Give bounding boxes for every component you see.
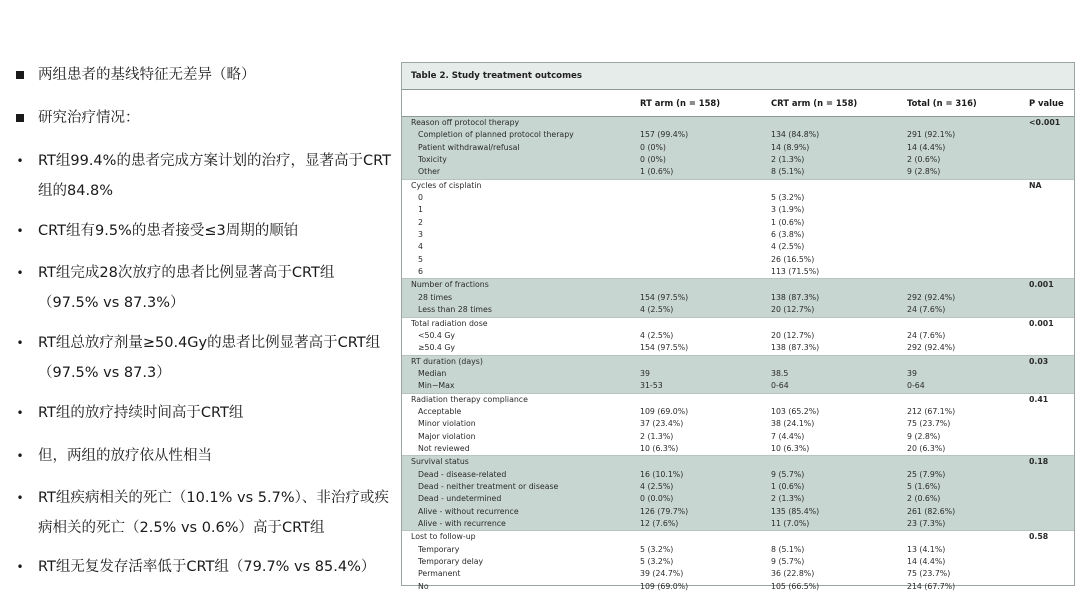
table-row	[402, 317, 1074, 330]
table-row	[402, 142, 1074, 154]
cell-total: 14 (4.4%)	[907, 557, 946, 567]
table-row	[402, 518, 1074, 530]
table-row	[402, 530, 1074, 543]
cell-label: 28 times	[418, 292, 453, 302]
cell-p: 0.001	[1029, 280, 1054, 290]
cell-total: 292 (92.4%)	[907, 343, 956, 353]
table-row	[402, 406, 1074, 418]
cell-crt: 8 (5.1%)	[771, 544, 805, 554]
cell-label: 3	[418, 230, 423, 240]
cell-label: Major violation	[418, 431, 476, 441]
dot-bullet-icon: •	[16, 266, 24, 280]
cell-p: NA	[1029, 180, 1042, 190]
cell-total: 2 (0.6%)	[907, 494, 941, 504]
cell-label: Acceptable	[418, 406, 462, 416]
cell-crt: 138 (87.3%)	[771, 292, 820, 302]
cell-label: ≥50.4 Gy	[418, 343, 456, 353]
cell-label: 4	[418, 242, 423, 252]
cell-rt: 157 (99.4%)	[640, 130, 689, 140]
cell-label: RT duration (days)	[411, 356, 483, 366]
table-row	[402, 204, 1074, 216]
dot-bullet-icon: •	[16, 336, 24, 350]
cell-rt: 0 (0%)	[640, 142, 666, 152]
cell-rt: 39 (24.7%)	[640, 569, 684, 579]
cell-total: 75 (23.7%)	[907, 569, 951, 579]
table-row	[402, 129, 1074, 141]
header-rt-arm: RT arm (n = 158)	[640, 98, 721, 108]
cell-label: Dead - undetermined	[418, 494, 502, 504]
table-row	[402, 443, 1074, 455]
cell-total: 24 (7.6%)	[907, 330, 946, 340]
cell-label: <50.4 Gy	[418, 330, 456, 340]
table-row	[402, 355, 1074, 368]
cell-label: Temporary	[418, 544, 460, 554]
cell-label: Patient withdrawal/refusal	[418, 142, 520, 152]
cell-crt: 1 (0.6%)	[771, 217, 805, 227]
cell-crt: 36 (22.8%)	[771, 569, 815, 579]
cell-crt: 134 (84.8%)	[771, 130, 820, 140]
cell-crt: 2 (1.3%)	[771, 155, 805, 165]
cell-label: No	[418, 581, 429, 591]
cell-total: 20 (6.3%)	[907, 443, 946, 453]
cell-label: Lost to follow-up	[411, 532, 476, 542]
dot-bullet-icon: •	[16, 449, 24, 463]
cell-label: 6	[418, 267, 423, 277]
header-p-value: P value	[1029, 98, 1064, 108]
cell-crt: 9 (5.7%)	[771, 469, 805, 479]
cell-total: 14 (4.4%)	[907, 142, 946, 152]
table-row	[402, 431, 1074, 443]
table-row	[402, 481, 1074, 493]
bullet-item: • 但，两组的放疗依从性相当	[12, 441, 392, 471]
cell-label: Permanent	[418, 569, 461, 579]
cell-crt: 20 (12.7%)	[771, 305, 815, 315]
dot-bullet-icon: •	[16, 154, 24, 168]
cell-crt: 4 (2.5%)	[771, 242, 805, 252]
cell-crt: 105 (66.5%)	[771, 581, 820, 591]
cell-label: Reason off protocol therapy	[411, 118, 520, 127]
table-row	[402, 556, 1074, 568]
cell-crt: 135 (85.4%)	[771, 506, 820, 516]
cell-crt: 3 (1.9%)	[771, 205, 805, 215]
cell-p: 0.58	[1029, 532, 1049, 542]
cell-rt: 37 (23.4%)	[640, 419, 684, 429]
cell-total: 39	[907, 368, 917, 378]
table-row	[402, 506, 1074, 518]
table-title: Table 2. Study treatment outcomes	[402, 63, 1074, 90]
table-row	[402, 493, 1074, 505]
table-row	[402, 254, 1074, 266]
table-row	[402, 192, 1074, 204]
bullet-item: • RT组的放疗持续时间高于CRT组	[12, 398, 392, 428]
cell-crt: 20 (12.7%)	[771, 330, 815, 340]
dot-bullet-icon: •	[16, 406, 24, 420]
cell-label: Total radiation dose	[411, 318, 488, 328]
cell-crt: 113 (71.5%)	[771, 267, 820, 277]
cell-crt: 14 (8.9%)	[771, 142, 810, 152]
cell-total: 13 (4.1%)	[907, 544, 946, 554]
table-row	[402, 229, 1074, 241]
table-row	[402, 418, 1074, 430]
cell-rt: 4 (2.5%)	[640, 305, 674, 315]
cell-rt: 1 (0.6%)	[640, 167, 674, 177]
cell-rt: 4 (2.5%)	[640, 330, 674, 340]
cell-label: 0	[418, 193, 423, 203]
cell-total: 24 (7.6%)	[907, 305, 946, 315]
cell-total: 2 (0.6%)	[907, 155, 941, 165]
table-row	[402, 154, 1074, 166]
cell-total: 212 (67.1%)	[907, 406, 956, 416]
cell-rt: 154 (97.5%)	[640, 343, 689, 353]
cell-crt: 7 (4.4%)	[771, 431, 805, 441]
cell-crt: 9 (5.7%)	[771, 557, 805, 567]
table-row	[402, 266, 1074, 278]
cell-rt: 109 (69.0%)	[640, 406, 689, 416]
cell-total: 261 (82.6%)	[907, 506, 956, 516]
cell-p: 0.03	[1029, 356, 1049, 366]
cell-crt: 38 (24.1%)	[771, 419, 815, 429]
cell-label: Cycles of cisplatin	[411, 180, 482, 190]
bullet-item: • RT组总放疗剂量≥50.4Gy的患者比例显著高于CRT组（97.5% vs 87.3）	[12, 328, 392, 388]
table-row	[402, 166, 1074, 178]
cell-crt: 6 (3.8%)	[771, 230, 805, 240]
table-row	[402, 278, 1074, 291]
table-row	[402, 544, 1074, 556]
cell-label: 2	[418, 217, 423, 227]
table-row	[402, 342, 1074, 354]
bullet-item: • RT组完成28次放疗的患者比例显著高于CRT组（97.5% vs 87.3%）	[12, 258, 392, 318]
cell-rt: 154 (97.5%)	[640, 292, 689, 302]
cell-crt: 2 (1.3%)	[771, 494, 805, 504]
table-row	[402, 469, 1074, 481]
cell-rt: 31-53	[640, 381, 663, 391]
cell-label: Number of fractions	[411, 280, 489, 290]
cell-crt: 0-64	[771, 381, 789, 391]
cell-p: 0.18	[1029, 457, 1049, 467]
cell-label: Alive - without recurrence	[418, 506, 519, 516]
bullet-item: 研究治疗情况：	[12, 103, 392, 133]
table-row	[402, 304, 1074, 316]
cell-total: 0-64	[907, 381, 925, 391]
cell-rt: 12 (7.6%)	[640, 519, 679, 528]
table-row	[402, 368, 1074, 380]
cell-label: Toxicity	[418, 155, 447, 165]
cell-rt: 109 (69.0%)	[640, 581, 689, 591]
cell-total: 25 (7.9%)	[907, 469, 946, 479]
cell-rt: 4 (2.5%)	[640, 481, 674, 491]
table-row	[402, 217, 1074, 229]
bullet-item: • CRT组有9.5%的患者接受≤3周期的顺铂	[12, 216, 392, 246]
cell-label: Radiation therapy compliance	[411, 394, 528, 404]
bullet-item: • RT组99.4%的患者完成方案计划的治疗，显著高于CRT组的84.8%	[12, 146, 392, 206]
table-row	[402, 117, 1074, 129]
cell-label: Completion of planned protocol therapy	[418, 130, 574, 140]
dot-bullet-icon: •	[16, 224, 24, 238]
cell-crt: 10 (6.3%)	[771, 443, 810, 453]
cell-crt: 11 (7.0%)	[771, 519, 810, 528]
header-crt-arm: CRT arm (n = 158)	[771, 98, 858, 108]
cell-rt: 5 (3.2%)	[640, 557, 674, 567]
cell-crt: 103 (65.2%)	[771, 406, 820, 416]
cell-total: 214 (67.7%)	[907, 581, 956, 591]
cell-rt: 0 (0.0%)	[640, 494, 674, 504]
cell-rt: 0 (0%)	[640, 155, 666, 165]
table-row	[402, 179, 1074, 192]
cell-rt: 39	[640, 368, 650, 378]
cell-total: 5 (1.6%)	[907, 481, 941, 491]
cell-total: 291 (92.1%)	[907, 130, 956, 140]
table-row	[402, 455, 1074, 468]
cell-label: 5	[418, 254, 423, 264]
cell-label: 1	[418, 205, 423, 215]
cell-label: Min−Max	[418, 381, 455, 391]
dot-bullet-icon: •	[16, 560, 24, 574]
table-row	[402, 380, 1074, 392]
cell-crt: 1 (0.6%)	[771, 481, 805, 491]
bullet-item: 两组患者的基线特征无差异（略）	[12, 60, 392, 90]
cell-rt: 10 (6.3%)	[640, 443, 679, 453]
cell-label: Minor violation	[418, 419, 476, 429]
cell-label: Less than 28 times	[418, 305, 492, 315]
cell-label: Median	[418, 368, 447, 378]
study-outcomes-table	[401, 62, 1075, 591]
cell-total: 9 (2.8%)	[907, 167, 941, 177]
cell-label: Alive - with recurrence	[418, 519, 506, 528]
square-bullet-icon	[16, 114, 24, 122]
cell-label: Dead - neither treatment or disease	[418, 481, 559, 491]
table-row	[402, 241, 1074, 253]
cell-total: 75 (23.7%)	[907, 419, 951, 429]
cell-label: Not reviewed	[418, 443, 470, 453]
table-row	[402, 292, 1074, 304]
cell-p: 0.001	[1029, 318, 1054, 328]
cell-rt: 5 (3.2%)	[640, 544, 674, 554]
cell-rt: 2 (1.3%)	[640, 431, 674, 441]
cell-total: 9 (2.8%)	[907, 431, 941, 441]
table-row	[402, 393, 1074, 406]
cell-rt: 16 (10.1%)	[640, 469, 684, 479]
cell-crt: 5 (3.2%)	[771, 193, 805, 203]
bullet-item: • RT组无复发存活率低于CRT组（79.7% vs 85.4%）	[12, 552, 392, 582]
cell-total: 292 (92.4%)	[907, 292, 956, 302]
cell-p: <0.001	[1029, 118, 1061, 127]
cell-crt: 8 (5.1%)	[771, 167, 805, 177]
dot-bullet-icon: •	[16, 491, 24, 505]
square-bullet-icon	[16, 71, 24, 79]
cell-label: Other	[418, 167, 441, 177]
cell-total: 23 (7.3%)	[907, 519, 946, 528]
bullet-item: • RT组疾病相关的死亡（10.1% vs 5.7%）、非治疗或疾病相关的死亡（2.5% vs 0.6%）高于CRT组	[12, 483, 392, 543]
cell-crt: 38.5	[771, 368, 789, 378]
table-header-row	[402, 90, 1074, 117]
table-row	[402, 581, 1074, 593]
cell-p: 0.41	[1029, 394, 1049, 404]
cell-crt: 26 (16.5%)	[771, 254, 815, 264]
header-total: Total (n = 316)	[907, 98, 977, 108]
cell-label: Dead - disease-related	[418, 469, 507, 479]
cell-crt: 138 (87.3%)	[771, 343, 820, 353]
table-body	[402, 117, 1074, 593]
table-row	[402, 330, 1074, 342]
cell-rt: 126 (79.7%)	[640, 506, 689, 516]
table-row	[402, 568, 1074, 580]
cell-label: Survival status	[411, 457, 469, 467]
cell-label: Temporary delay	[418, 557, 484, 567]
